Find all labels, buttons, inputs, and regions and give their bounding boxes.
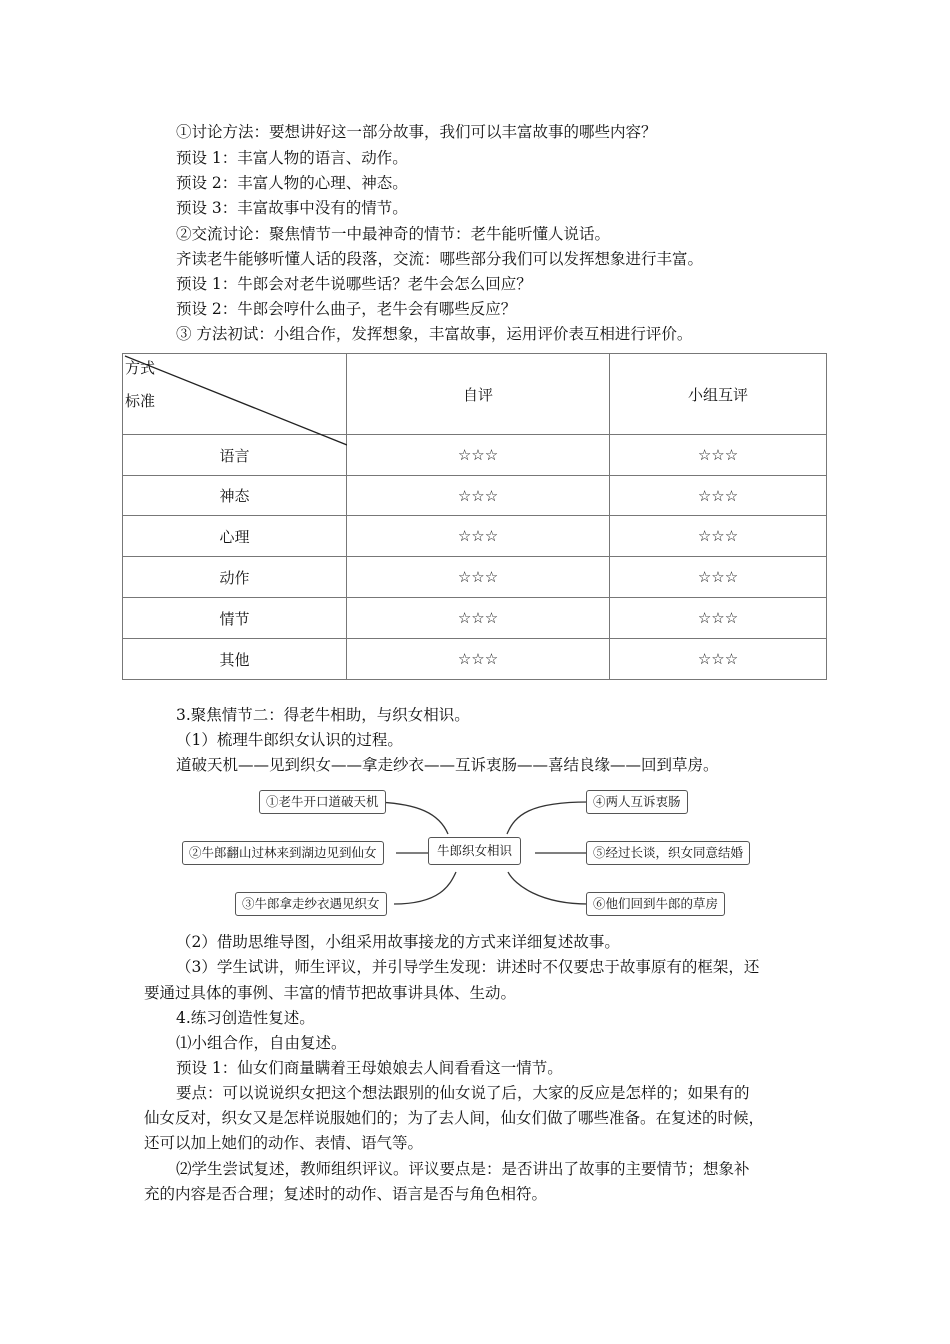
row-label: 其他 <box>123 639 347 680</box>
col-header-self: 自评 <box>347 354 610 435</box>
section3-line: 3.聚焦情节二：得老牛相助，与织女相识。 <box>176 706 470 724</box>
section3-line: 道破天机——见到织女——拿走纱衣——互诉衷肠——喜结良缘——回到草房。 <box>176 756 719 774</box>
intro-line: ②交流讨论：聚焦情节一中最神奇的情节：老牛能听懂人说话。 <box>176 225 611 243</box>
mindmap-node-1: ①老牛开口道破天机 <box>259 790 386 814</box>
intro-line: ①讨论方法：要想讲好这一部分故事，我们可以丰富故事的哪些内容？ <box>176 123 657 141</box>
body-line: 要通过具体的事例、丰富的情节把故事讲具体、生动。 <box>144 984 517 1002</box>
body-line: ⑴小组合作，自由复述。 <box>176 1034 347 1052</box>
row-label: 神态 <box>123 476 347 516</box>
group-rating: ☆☆☆ <box>610 598 827 639</box>
intro-line: 预设 1：牛郎会对老牛说哪些话？老牛会怎么回应？ <box>176 275 532 293</box>
intro-line: ③ 方法初试：小组合作，发挥想象，丰富故事，运用评价表互相进行评价。 <box>176 325 693 343</box>
body-line: （3）学生试讲，师生评议，并引导学生发现：讲述时不仅要忠于故事原有的框架，还 <box>176 958 760 976</box>
body-line: 4.练习创造性复述。 <box>176 1009 315 1027</box>
body-line: ⑵学生尝试复述，教师组织评议。评议要点是：是否讲出了故事的主要情节；想象补 <box>176 1160 750 1178</box>
mindmap-node-4: ④两人互诉衷肠 <box>586 790 688 814</box>
body-line: 要点：可以说说织女把这个想法跟别的仙女说了后，大家的反应是怎样的；如果有的 <box>176 1084 750 1102</box>
self-rating: ☆☆☆ <box>347 435 610 476</box>
self-rating: ☆☆☆ <box>347 516 610 557</box>
mindmap-node-6: ⑥他们回到牛郎的草房 <box>586 892 725 916</box>
group-rating: ☆☆☆ <box>610 476 827 516</box>
self-rating: ☆☆☆ <box>347 598 610 639</box>
section3-line: （1）梳理牛郎织女认识的过程。 <box>176 731 403 749</box>
row-label: 语言 <box>123 435 347 476</box>
self-rating: ☆☆☆ <box>347 639 610 680</box>
row-label: 情节 <box>123 598 347 639</box>
intro-line: 齐读老牛能够听懂人话的段落，交流：哪些部分我们可以发挥想象进行丰富。 <box>176 250 704 268</box>
mindmap-node-5: ⑤经过长谈，织女同意结婚 <box>586 841 750 865</box>
mindmap-center-node: 牛郎织女相识 <box>428 837 521 865</box>
self-rating: ☆☆☆ <box>347 476 610 516</box>
group-rating: ☆☆☆ <box>610 435 827 476</box>
row-label: 动作 <box>123 557 347 598</box>
col-header-group: 小组互评 <box>610 354 827 435</box>
group-rating: ☆☆☆ <box>610 516 827 557</box>
intro-line: 预设 3：丰富故事中没有的情节。 <box>176 199 408 217</box>
mindmap-node-3: ③牛郎拿走纱衣遇见织女 <box>235 892 387 916</box>
body-line: （2）借助思维导图，小组采用故事接龙的方式来详细复述故事。 <box>176 933 620 951</box>
body-line: 仙女反对，织女又是怎样说服她们的；为了去人间，仙女们做了哪些准备。在复述的时候， <box>144 1109 765 1127</box>
intro-line: 预设 2：牛郎会哼什么曲子，老牛会有哪些反应？ <box>176 300 517 318</box>
group-rating: ☆☆☆ <box>610 639 827 680</box>
self-rating: ☆☆☆ <box>347 557 610 598</box>
intro-line: 预设 1：丰富人物的语言、动作。 <box>176 149 408 167</box>
group-rating: ☆☆☆ <box>610 557 827 598</box>
mindmap-node-2: ②牛郎翻山过林来到湖边见到仙女 <box>182 841 384 865</box>
body-line: 充的内容是否合理；复述时的动作、语言是否与角色相符。 <box>144 1185 548 1203</box>
body-line: 预设 1：仙女们商量瞒着王母娘娘去人间看看这一情节。 <box>176 1059 563 1077</box>
body-line: 还可以加上她们的动作、表情、语气等。 <box>144 1134 424 1152</box>
row-label: 心理 <box>123 516 347 557</box>
corner-top-label: 方式 <box>125 359 156 377</box>
intro-line: 预设 2：丰富人物的心理、神态。 <box>176 174 408 192</box>
corner-bottom-label: 标准 <box>125 392 156 410</box>
